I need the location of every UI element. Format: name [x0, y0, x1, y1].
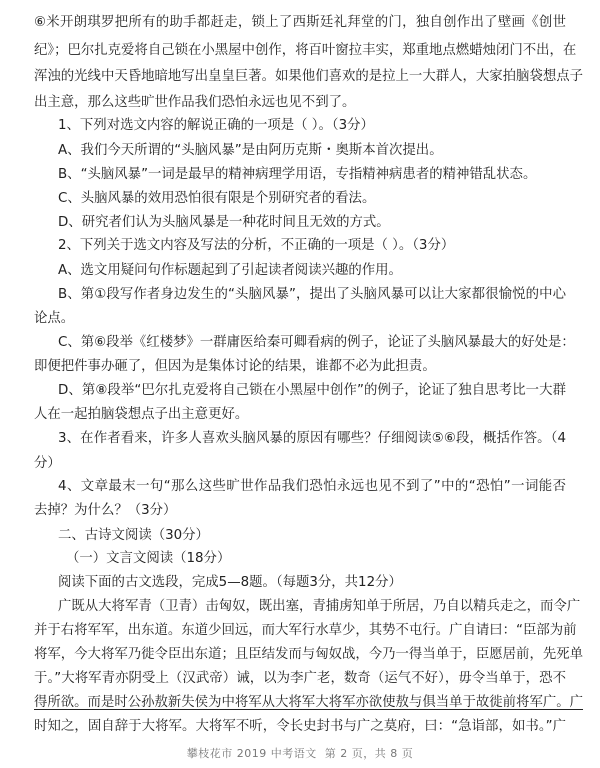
classical-text-underlined-line: 得所欲。而是时公孙敖新失侯为中将军从大将军大将军亦欲使敖与俱当单于故徙前将军广。广 [34, 695, 584, 710]
question-2-option-c: C、第⑥段举《红楼梦》一群庸医给秦可卿看病的例子，论证了头脑风暴最大的好处是： [58, 335, 575, 350]
question-2-option-c-cont: 即便把件事办砸了，但因为是集体讨论的结果，谁都不必为此担责。 [34, 359, 436, 374]
question-1-option-c: C、头脑风暴的效用恐怕很有限是个别研究者的看法。 [58, 191, 376, 206]
question-4: 4、文章最末一句“那么这些旷世作品我们恐怕永远也见不到了”中的“恐怕”一词能否 [58, 479, 566, 494]
classical-text-line: 广既从大将军青（卫青）击匈奴，既出塞，青捕虏知单于所居，乃自以精兵走之，而令广 [58, 599, 581, 614]
question-2-option-a: A、选文用疑问句作标题起到了引起读者阅读兴趣的作用。 [58, 263, 402, 278]
passage-line: 出主意，那么这些旷世作品我们恐怕永远也见不到了。 [34, 95, 356, 110]
classical-text-line: 将军，今大将军乃徙令臣出东道；且臣结发而与匈奴战，今乃一得当单于，臣愿居前，先死单 [34, 647, 584, 662]
question-2-option-d: D、第⑧段举“巴尔扎克爱将自己锁在小黑屋中创作”的例子，论证了独自思考比一大群 [58, 383, 566, 398]
question-2-option-b: B、第①段写作者身边发生的“头脑风暴”，提出了头脑风暴可以让大家都很愉悦的中心 [58, 287, 566, 302]
page-footer [0, 745, 600, 761]
question-1-option-b: B、“头脑风暴”一词是最早的精神病理学用语，专指精神病患者的精神错乱状态。 [58, 167, 537, 182]
question-1-option-a: A、我们今天所谓的“头脑风暴”是由阿历克斯・奥斯本首次提出。 [58, 143, 443, 158]
question-3-cont: 分） [34, 456, 61, 471]
question-2-option-b-cont: 论点。 [34, 311, 75, 326]
passage-line: 纪》；巴尔扎克爱将自己锁在小黑屋中创作，将百叶窗拉丰实，郑重地点燃蜡烛闭门不出，在 [34, 43, 577, 58]
passage-line: 浑浊的光线中天昏地暗地写出皇皇巨著。如果他们喜欢的是拉上一大群人，大家拍脑袋想点子 [34, 69, 584, 84]
question-4-cont: 去掉？为什么？（3分） [34, 503, 177, 518]
classical-text-line: 并于右将军军，出东道。东道少回远，而大军行水草少，其势不屯行。广自请曰：“臣部为前 [34, 623, 577, 638]
footer-page-info: 第 2 页，共 8 页 [324, 747, 414, 760]
question-3: 3、在作者看来，许多人喜欢头脑风暴的原因有哪些？仔细阅读⑤⑥段，概括作答。（4 [58, 431, 566, 446]
classical-text-line: 于。”大将军青亦阴受上（汉武帝）诫，以为李广老，数奇（运气不好），毋令当单于，恐不 [34, 671, 566, 686]
subsection-heading: （一）文言文阅读（18分） [66, 551, 231, 566]
passage-line: ⑥米开朗琪罗把所有的助手都赶走，锁上了西斯廷礼拜堂的门，独自创作出了壁画《创世 [34, 15, 566, 30]
question-1: 1、下列对选文内容的解说正确的一项是（ ）。（3分） [58, 118, 374, 133]
classical-text-line: 时知之，固自辞于大将军。大将军不听，令长史封书与广之莫府，曰：“急诣部，如书。”广 [34, 719, 566, 734]
reading-instruction: 阅读下面的古文选段，完成5—8题。（每题3分，共12分） [58, 575, 402, 590]
section-heading: 二、古诗文阅读（30分） [58, 528, 209, 543]
question-1-option-d: D、研究者们认为头脑风暴是一种花时间且无效的方式。 [58, 215, 390, 230]
question-2-option-d-cont: 人在一起拍脑袋想点子出主意更好。 [34, 407, 249, 422]
question-2: 2、下列关于选文内容及写法的分析，不正确的一项是（ ）。（3分） [58, 238, 455, 253]
footer-exam-title: 攀枝花市 2019 中考语文 [186, 747, 317, 760]
